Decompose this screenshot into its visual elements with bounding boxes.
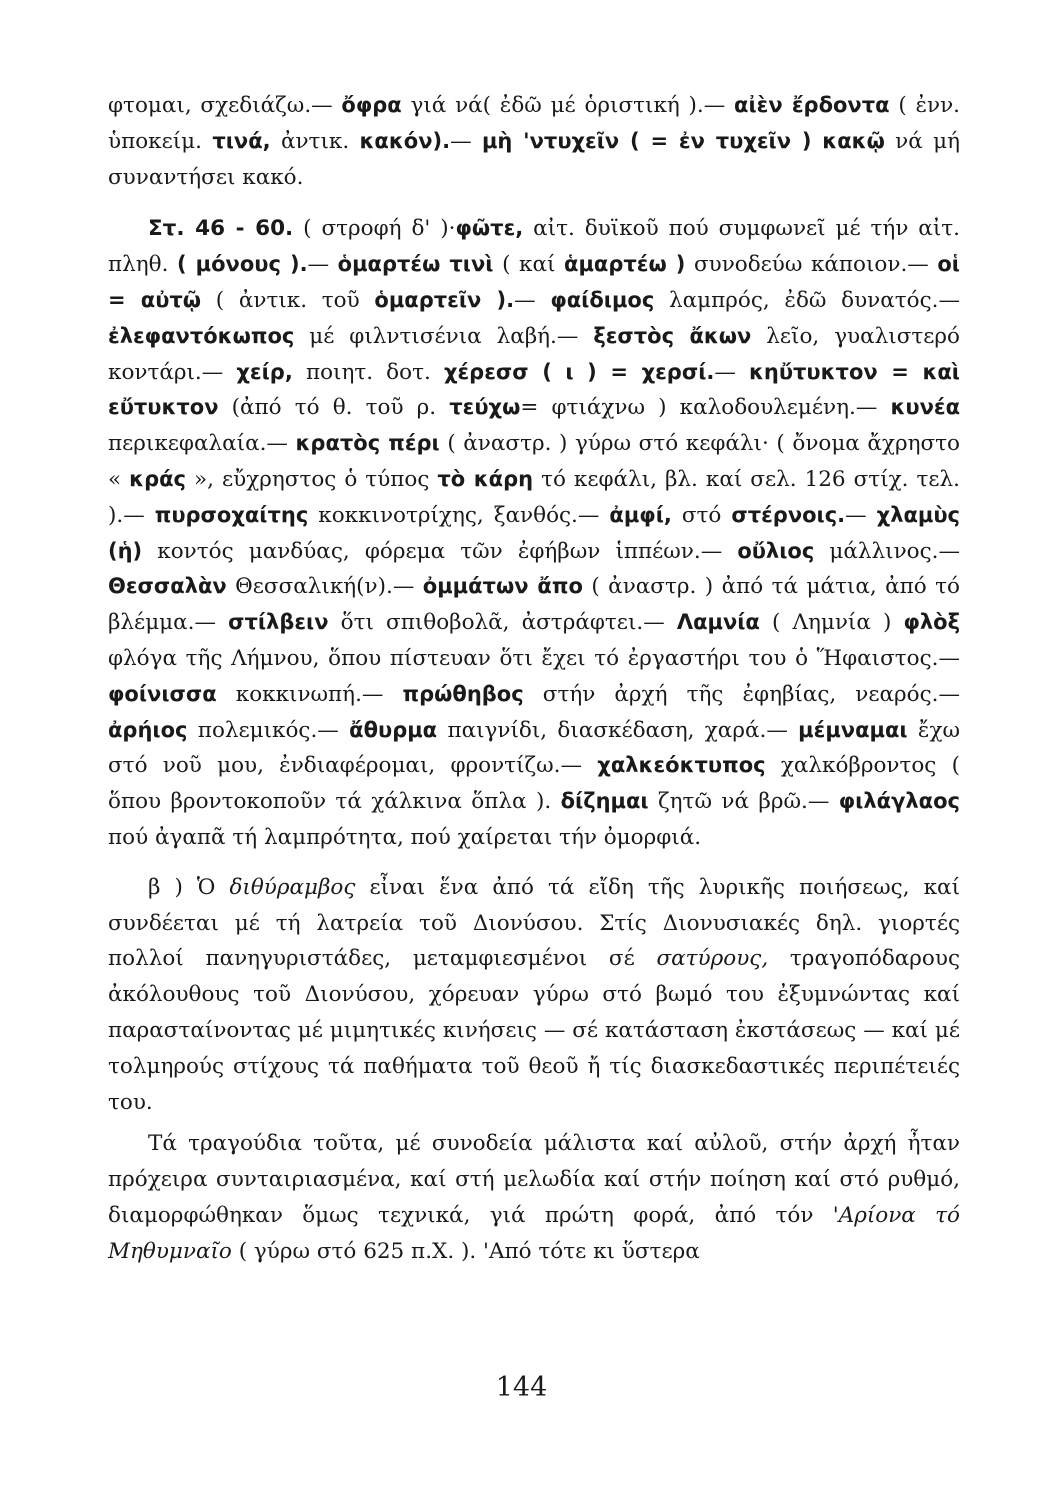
gloss-text: ( ἀναστρ. ) γύρω στό κεφάλι· ( ὄνομα ἄχρηστο «	[108, 431, 960, 492]
gloss-text: = φτιάχνω ) καλοδουλεμένη.—	[520, 395, 891, 421]
gloss-text: ( ἀναστρ. ) ἀπό τά μάτια, ἀπό τό βλέμμα.—	[108, 574, 960, 636]
gloss-text: κοκκινωπή.—	[216, 681, 403, 707]
lemma-term: ἄθυρμα	[349, 717, 438, 742]
gloss-text: Τά τραγούδια τοῦτα, μέ συνοδεία μάλιστα καί αὐλοῦ, στήν ἀρχή ἦταν πρόχειρα συνταιριασμένα, καί στή μελωδία καί στήν ποίηση καί στό ρυθμό, διαμορφώθηκαν ὅμως τεχνικά, γιά πρώτη φορά, ἀπό τόν	[108, 1131, 960, 1228]
lemma-term: στίλβειν	[228, 610, 329, 635]
gloss-text: στό	[671, 502, 732, 528]
lemma-term: χαλκεόκτυπος	[597, 753, 766, 778]
gloss-text: μέ φιλντισένια λαβή.—	[294, 323, 594, 349]
gloss-text: ( καί	[493, 252, 565, 278]
lemma-term: πρώθηβος	[402, 681, 524, 706]
gloss-text: ( ἐνν. ὑποκείμ.	[108, 93, 960, 154]
gloss-text: πού ἀγαπᾶ τή λαμπρότητα, πού χαίρεται τήν ὀμορφιά.	[108, 824, 702, 850]
lemma-term: ὀμμάτων ἄπο	[422, 574, 583, 599]
gloss-text: συνοδεύω κάποιον.—	[685, 252, 938, 278]
italic-term: 'Αρίονα τό Μηθυμναῖο	[108, 1202, 960, 1264]
lemma-term: φλὸξ	[903, 610, 961, 635]
gloss-text: ( ἀντικ. τοῦ	[201, 287, 375, 313]
lemma-term: δίζημαι	[560, 789, 649, 814]
stanza-gloss-paragraph	[108, 211, 960, 855]
gloss-text: ποιητ. δοτ.	[292, 359, 444, 385]
gloss-text: πολεμικός.—	[187, 717, 350, 743]
gloss-text: ζητῶ νά βρῶ.—	[648, 789, 839, 815]
gloss-text: Θεσσαλική(ν).—	[226, 574, 423, 600]
lemma-term: κρατὸς πέρι	[295, 431, 440, 456]
gloss-text: —	[307, 252, 338, 278]
gloss-text: μάλλινος.—	[814, 538, 960, 564]
page-body	[108, 88, 960, 1270]
lemma-term: ἀμφί,	[609, 502, 672, 527]
lemma-term: μὴ 'ντυχεῖν ( = ἐν τυχεῖν ) κακῷ	[481, 128, 885, 153]
gloss-text: παιγνίδι, διασκέδαση, χαρά.—	[437, 717, 799, 743]
gloss-text: ( Λημνία )	[759, 610, 904, 636]
lemma-term: ξεστὸς ἄκων	[593, 323, 752, 348]
lemma-term: Λαμνία	[676, 610, 760, 635]
paragraph-next	[108, 1126, 960, 1269]
lemma-term: μέμναμαι	[798, 717, 908, 742]
lemma-term: αἰὲν ἔρδοντα	[734, 93, 890, 117]
gloss-text: ἔχω στό νοῦ μου, ἐνδιαφέρομαι, φροντίζω.—	[108, 717, 961, 779]
gloss-text: αἰτ. δυϊκοῦ πού συμφωνεῖ μέ τήν αἰτ. πληθ.	[108, 216, 960, 278]
gloss-text: —	[514, 287, 551, 313]
lemma-term: ὁμαρτεῖν ).	[374, 287, 515, 312]
lemma-term: χλαμὺς (ἡ)	[108, 502, 960, 563]
gloss-continuation-paragraph	[108, 88, 960, 195]
lemma-term: τὸ κάρη	[437, 466, 534, 491]
gloss-text: νά μή συναντήσει κακό.	[108, 128, 960, 190]
lemma-term: ἁμαρτέω )	[564, 252, 686, 277]
lemma-term: χέρεσσ ( ι ) = χερσί.	[443, 359, 715, 384]
gloss-text: στήν ἀρχή τῆς ἐφηβίας, νεαρός.—	[523, 681, 960, 707]
gloss-text: ( στροφή δ' )·	[293, 216, 456, 242]
lemma-term: τινά,	[212, 128, 271, 153]
gloss-text: χαλκόβροντος ( ὅπου βροντοκοποῦν τά χάλκινα ὅπλα ).	[108, 753, 960, 815]
gloss-text: », εὔχρηστος ὁ τύπος	[186, 466, 438, 492]
lemma-term: πυρσοχαίτης	[154, 502, 309, 527]
gloss-text: φλόγα τῆς Λήμνου, ὅπου πίστευαν ὅτι ἔχει τό ἐργαστήρι του ὁ Ἥφαιστος.—	[108, 645, 960, 671]
lemma-term: ( μόνους ).	[177, 252, 308, 277]
lemma-term: κράς	[129, 466, 186, 491]
gloss-text: ὅτι σπιθοβολᾶ, ἀστράφτει.—	[328, 610, 677, 636]
lemma-term: ὁμαρτέω τινὶ	[337, 252, 494, 277]
gloss-text: (ἀπό τό θ. τοῦ ρ.	[218, 395, 450, 421]
italic-term: διθύραμβος	[229, 874, 356, 900]
lemma-term: ὄφρα	[341, 93, 402, 117]
lemma-term: κακόν).	[359, 128, 451, 153]
gloss-text: κοκκινοτρίχης, ξανθός.—	[308, 502, 610, 528]
lemma-term: στέρνοις.	[731, 502, 846, 527]
gloss-text: λεῖο, γυαλιστερό κοντάρι.—	[108, 323, 960, 385]
lemma-term: ἀρήιος	[108, 717, 188, 742]
lemma-term: φοίνισσα	[108, 681, 217, 706]
lemma-term: οἱ = αὐτῷ	[108, 252, 960, 312]
lemma-term: Θεσσαλὰν	[108, 574, 227, 599]
lemma-term: φιλάγλαος	[838, 789, 960, 814]
gloss-text: τραγοπόδαρους ἀκόλουθους τοῦ Διονύσου, χόρευαν γύρω στό βωμό του ἐξυμνώντας καί παρασταίνοντας μέ μιμητικές κινήσεις — σέ κατάσταση ἐκστάσεως — καί μέ τολμηρούς στίχους τά παθήματα τοῦ θεοῦ ἤ τίς διασκεδαστικές περιπέτειές του.	[108, 946, 960, 1115]
gloss-text: τό κεφάλι, βλ. καί σελ. 126 στίχ. τελ. ).—	[108, 466, 960, 528]
gloss-text: λαμπρός, ἐδῶ δυνατός.—	[654, 287, 960, 313]
gloss-text: ἀντικ.	[270, 128, 360, 154]
gloss-text: περικεφαλαία.—	[108, 431, 296, 457]
lemma-term: τεύχω	[449, 395, 521, 420]
gloss-text: β ) Ὁ	[148, 874, 230, 900]
page-number: 144	[495, 1372, 548, 1403]
lemma-term: κυνέα	[890, 395, 960, 420]
lemma-term: φαίδιμος	[550, 287, 655, 312]
gloss-text: εἶναι ἕνα ἀπό τά εἴδη τῆς λυρικῆς ποιήσεως, καί συνδέεται μέ τή λατρεία τοῦ Διονύσου. Στίς Διονυσιακές δηλ. γιορτές πολλοί πανηγυριστάδες, μεταμφιεσμένοι σέ	[108, 874, 961, 972]
gloss-text: κοντός μανδύας, φόρεμα τῶν ἐφήβων ἱππέων.—	[142, 538, 738, 564]
verse-range: Στ. 46 - 60.	[148, 216, 294, 242]
gloss-text: φτομαι, σχεδιάζω.—	[108, 93, 342, 118]
lemma-term: κηὔτυκτον = καὶ εὔτυκτον	[108, 359, 960, 420]
paragraph-beta	[108, 870, 960, 1121]
gloss-text: —	[714, 359, 749, 385]
lemma-term: φῶτε,	[455, 216, 524, 241]
gloss-text: γιά νά( ἐδῶ μέ ὁριστική ).—	[401, 93, 735, 118]
gloss-text: —	[450, 128, 482, 154]
lemma-term: χείρ,	[236, 359, 293, 384]
lemma-term: ἐλεφαντόκωπος	[108, 323, 295, 348]
gloss-text: ( γύρω στό 625 π.Χ. ). 'Από τότε κι ὕστερα	[231, 1238, 700, 1264]
lemma-term: οὔλιος	[737, 538, 815, 563]
italic-term: σατύρους,	[656, 946, 769, 972]
gloss-text: —	[845, 502, 877, 528]
